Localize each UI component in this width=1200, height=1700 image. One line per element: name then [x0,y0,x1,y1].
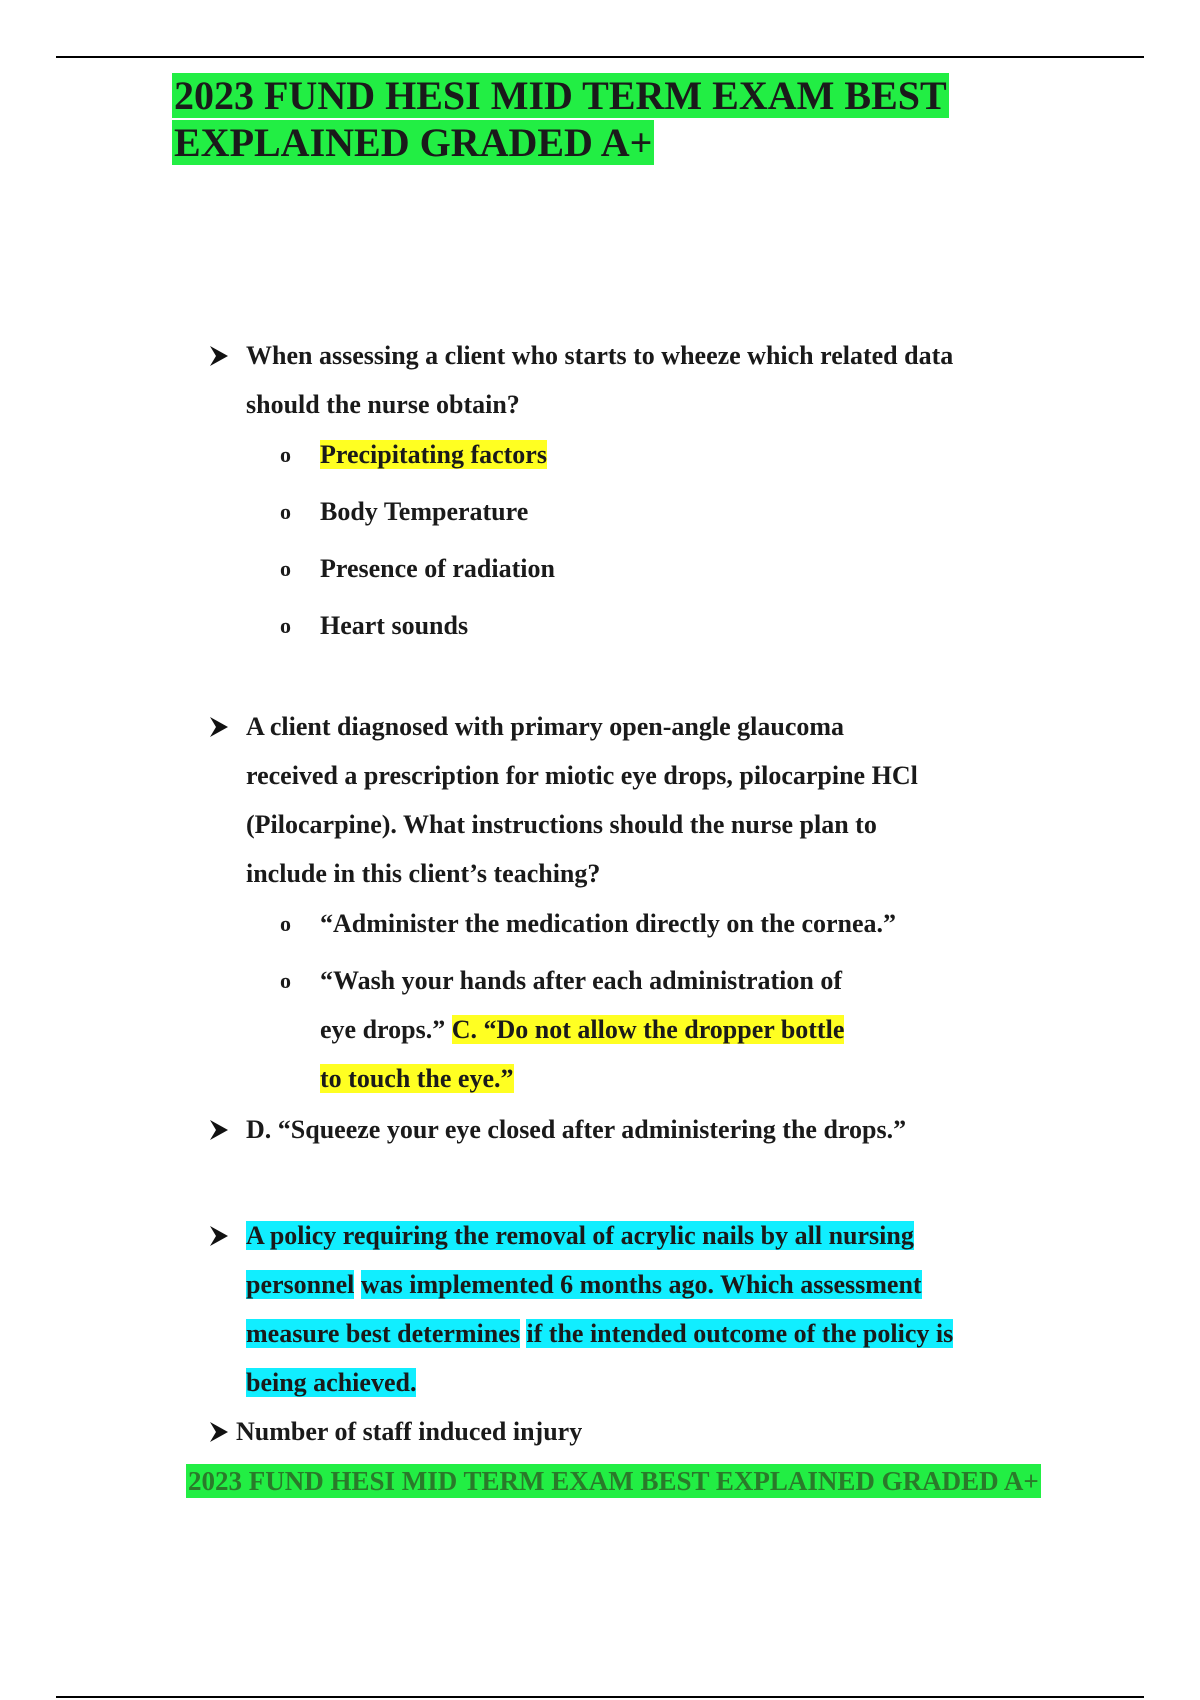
question-2-option-b-continued: eye drops.” [320,1015,446,1044]
arrowhead-bullet-icon [208,1105,238,1154]
hollow-circle-bullet-icon: o [280,968,291,993]
title-line-2: EXPLAINED GRADED A+ [174,120,653,165]
hollow-circle-bullet-icon: o [280,911,291,936]
hollow-circle-bullet-icon: o [280,499,291,524]
question-1-option-a [280,430,547,479]
question-2-line-3: (Pilocarpine). What instructions should the nurse plan to [246,810,877,839]
correct-answer-highlight: C. “Do not allow the dropper bottle [451,1015,845,1044]
question-2-line-1: A client diagnosed with primary open-angle glaucoma [246,712,845,741]
question-1-option-c: o Presence of radiation [280,544,555,593]
question-2-line-4: include in this client’s teaching? [246,859,601,888]
question-3-line-2a: personnel [246,1270,355,1299]
question-1-line-1: When assessing a client who starts to wheeze which related data [246,341,954,370]
question-3-line-1: A policy requiring the removal of acrylic nails by all nursing [246,1221,914,1250]
question-3-line-2b: was implemented 6 months ago. Which assessment [360,1270,922,1299]
question-2-option-d: D. “Squeeze your eye closed after administering the drops.” [208,1105,906,1154]
question-1-line-2: should the nurse obtain? [246,390,520,419]
hollow-circle-bullet-icon: o [280,556,291,581]
question-3-answer: Number of staff induced injury [208,1407,582,1456]
hollow-circle-bullet-icon: o [280,613,291,638]
arrowhead-bullet-icon [208,1211,238,1260]
question-3-line-4: being achieved. [246,1368,417,1397]
correct-answer-highlight: Precipitating factors [320,440,547,469]
top-rule [56,56,1144,58]
question-1-option-d: o Heart sounds [280,601,468,650]
question-3-line-3a: measure best determines [246,1319,520,1348]
question-1-option-b: o Body Temperature [280,487,528,536]
hollow-circle-bullet-icon: o [280,442,291,467]
question-1 [208,331,953,429]
question-2-option-a: o “Administer the medication directly on the cornea.” [280,899,896,948]
bottom-rule [56,1696,1144,1698]
question-3-line-3b: if the intended outcome of the policy is [526,1319,954,1348]
arrowhead-bullet-icon [208,1407,238,1456]
question-2 [208,702,918,898]
correct-answer-highlight-cont: to touch the eye.” [320,1064,514,1093]
arrowhead-bullet-icon [208,331,238,380]
title-line-1: 2023 FUND HESI MID TERM EXAM BEST [174,73,947,118]
question-3 [208,1211,953,1407]
page-title [172,72,1052,166]
footer-banner: 2023 FUND HESI MID TERM EXAM BEST EXPLAINED GRADED A+ [188,1466,1039,1496]
question-2-line-2: received a prescription for miotic eye drops, pilocarpine HCl [246,761,918,790]
arrowhead-bullet-icon [208,702,238,751]
question-2-option-b: o “Wash your hands after each administration of eye drops.” C. “Do not allow the dropper bottle to touch the eye.” [280,956,844,1103]
